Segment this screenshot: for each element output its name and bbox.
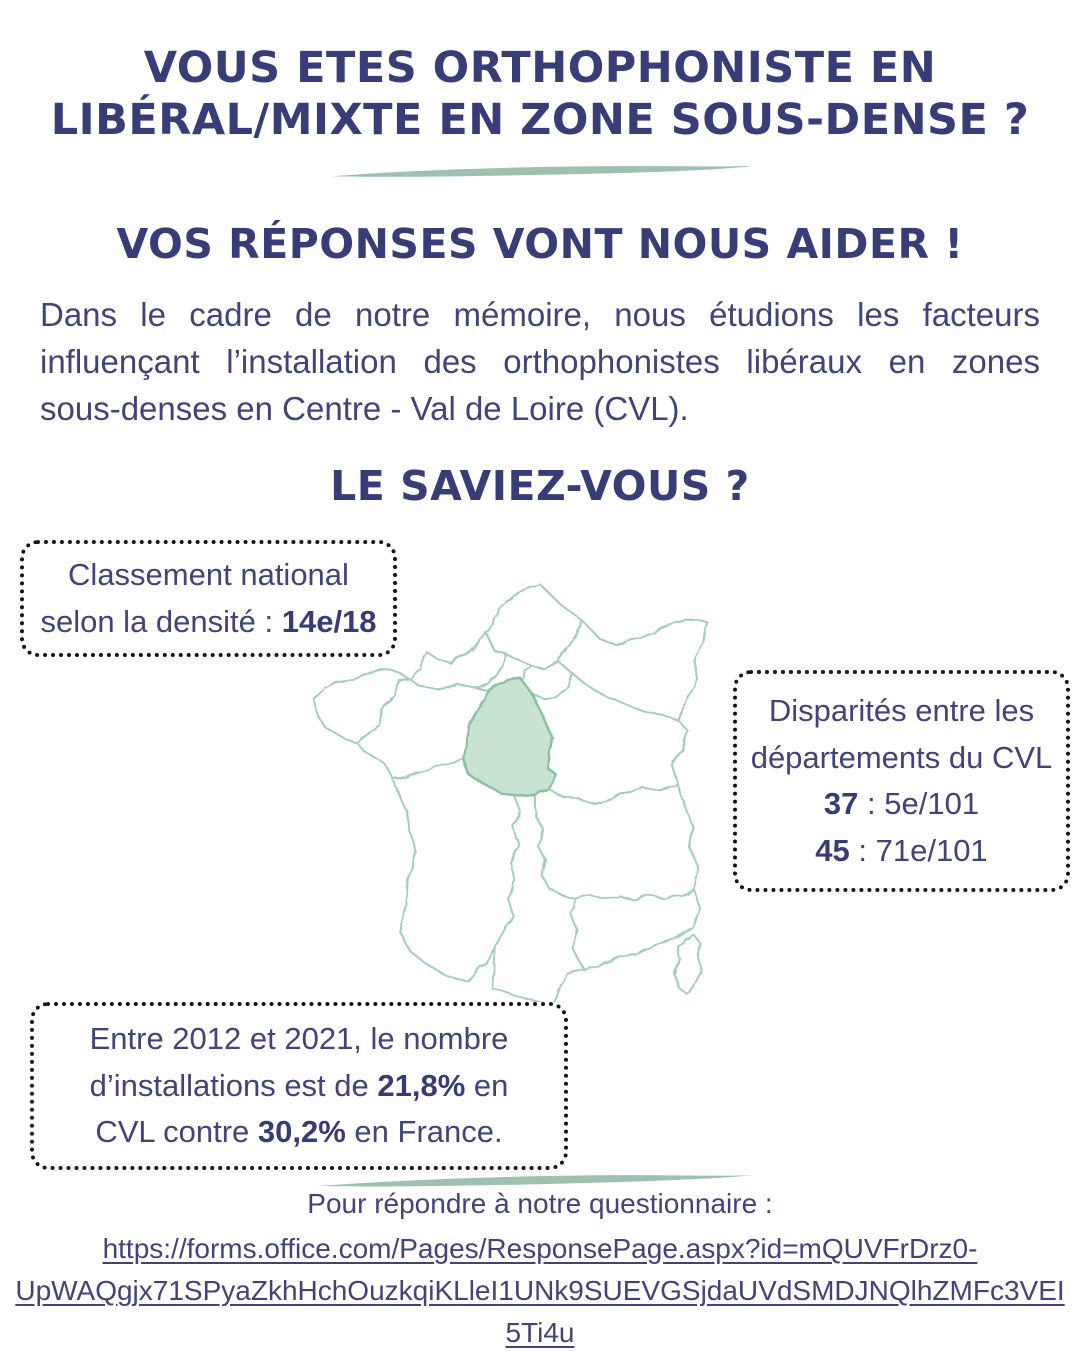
fact-box-disparities <box>733 670 1070 892</box>
dept-45-rank: : 71e/101 <box>849 832 988 868</box>
map-region <box>410 633 505 689</box>
installations-line2a: d’installations est de <box>89 1067 378 1103</box>
intro-line1: Dans le cadre de notre mémoire, nous étudions les facteurs <box>40 296 1040 333</box>
fact-box-ranking <box>20 540 397 657</box>
dept-37: 37 <box>823 786 859 821</box>
dept-45: 45 <box>815 832 850 868</box>
ranking-value: 14e/18 <box>281 603 377 639</box>
poster-subtitle: VOS RÉPONSES VONT NOUS AIDER ! <box>116 220 964 268</box>
installations-france-pct: 30,2% <box>257 1114 346 1149</box>
poster-title-line1: VOUS ETES ORTHOPHONISTE EN <box>143 43 937 93</box>
ranking-line2: selon la densité : <box>40 603 282 639</box>
disparities-line2: départements du CVL <box>750 739 1053 775</box>
questionnaire-link-line3[interactable]: 5Ti4u <box>505 1317 575 1348</box>
questionnaire-link-line2[interactable]: UpWAQgjx71SPyaZkhHchOuzkqiKLleI1UNk9SUEVGSjdaUVdSMDJNQlhZMFc3VEI <box>15 1275 1065 1306</box>
questionnaire-link-line1[interactable]: https://forms.office.com/Pages/ResponsePage.aspx?id=mQUVFrDrz0- <box>102 1233 978 1264</box>
dept-37-rank: : 5e/101 <box>858 786 980 821</box>
installations-cvl-pct: 21,8% <box>377 1067 466 1103</box>
fact-box-installations <box>30 1002 568 1170</box>
installations-line3b: en France. <box>345 1114 503 1149</box>
installations-line3a: CVL contre <box>95 1114 258 1149</box>
installations-line2b: en <box>465 1067 509 1103</box>
intro-paragraph <box>40 292 1040 433</box>
footer-prompt: Pour répondre à notre questionnaire : <box>307 1188 773 1219</box>
questionnaire-link[interactable] <box>0 1228 1080 1354</box>
intro-line3: sous-denses en Centre - Val de Loire (CVL). <box>40 389 689 427</box>
poster-title <box>0 42 1080 147</box>
title-underline-brush <box>330 162 756 180</box>
map-region <box>535 785 697 899</box>
map-region-corsica <box>675 935 701 994</box>
disparities-line1: Disparités entre les <box>768 693 1035 728</box>
ranking-line1: Classement national <box>68 557 349 592</box>
intro-line2: influençant l’installation des orthophonistes libéraux en zones <box>40 342 1040 380</box>
section-heading: LE SAVIEZ-VOUS ? <box>330 462 750 510</box>
installations-line1: Entre 2012 et 2021, le nombre <box>89 1021 509 1056</box>
poster-title-line2: LIBÉRAL/MIXTE EN ZONE SOUS-DENSE ? <box>50 95 1030 146</box>
